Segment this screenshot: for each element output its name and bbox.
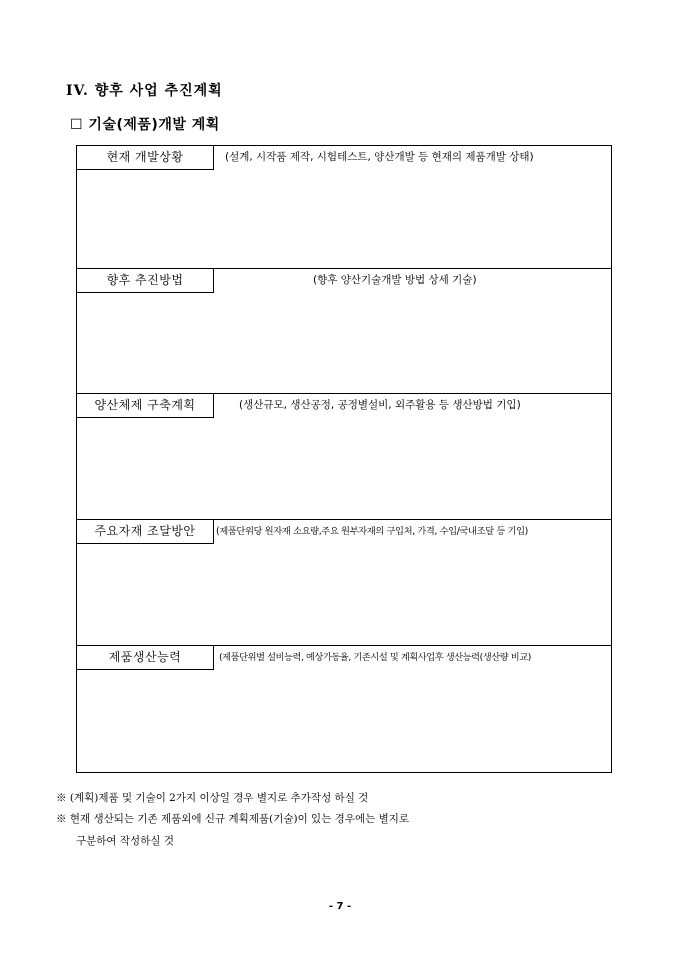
- section-current-status: [77, 146, 611, 269]
- section-label: 현재 개발상황: [77, 146, 214, 170]
- section-note: (생산규모, 생산공정, 공정별설비, 외주활용 등 생산방법 기입): [239, 399, 521, 411]
- footnote: 구분하여 작성하실 것: [76, 835, 174, 847]
- section-label: 주요자재 조달방안: [77, 520, 214, 544]
- section-note: (설계, 시작품 제작, 시험테스트, 양산개발 등 현재의 제품개발 상태): [225, 151, 534, 163]
- section-note: (향후 양산기술개발 방법 상세 기술): [313, 274, 477, 286]
- section-note: (제품단위당 원자재 소요량,주요 원부자재의 구입처, 가격, 수입/국내조달 등 기입): [216, 526, 528, 537]
- section-future-method: [77, 269, 611, 394]
- footnote: ※ (계획)제품 및 기술이 2가지 이상일 경우 별지로 추가작성 하실 것: [56, 792, 369, 804]
- section-note: (제품단위별 설비능력, 예상가동율, 기존시설 및 계획사업후 생산능력(생산량 비교): [219, 652, 531, 663]
- section-production-capacity: [77, 646, 611, 772]
- page-number: - 7 -: [328, 901, 352, 912]
- section-label: 제품생산능력: [77, 646, 214, 670]
- subsection-heading: ☐ 기술(제품)개발 계획: [70, 117, 220, 133]
- section-label: 향후 추진방법: [77, 269, 214, 293]
- section-heading: IV. 향후 사업 추진계획: [66, 83, 223, 99]
- section-label: 양산체제 구축계획: [77, 394, 214, 418]
- footnote: ※ 현재 생산되는 기존 제품외에 신규 계획제품(기술)이 있는 경우에는 별지로: [56, 813, 410, 825]
- section-material-procurement: [77, 520, 611, 646]
- plan-table: [76, 145, 612, 773]
- section-production-system: [77, 394, 611, 520]
